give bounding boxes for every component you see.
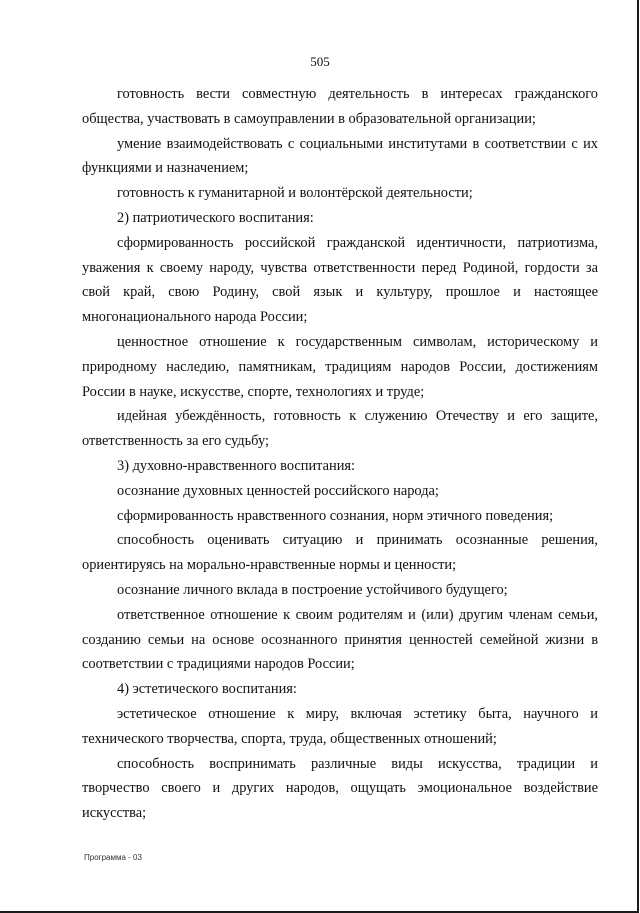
page-number: 505 [310, 54, 330, 69]
paragraph-sustainable-future: осознание личного вклада в построение устойчивого будущего; [117, 581, 508, 598]
paragraph-state-symbols: ценностное отношение к государственным символам, историческому и природному наследию, памятникам, традициям народов России, достижениям России в науке, искусстве, спорте, технологиях и труде; [82, 333, 598, 400]
paragraph-decision-making: способность оценивать ситуацию и принимать осознанные решения, ориентируясь на морально-нравственные нормы и ценности; [82, 532, 598, 574]
page-footer: Программа - 03 [84, 853, 142, 862]
paragraph-art-perception: способность воспринимать различные виды искусства, традиции и творчество своего и других народов, ощущать эмоциональное воздействие искусства; [82, 755, 598, 822]
paragraph-ideological-conviction: идейная убеждённость, готовность к служению Отечеству и его защите, ответственность за его судьбу; [82, 408, 598, 450]
section-heading-patriotic: 2) патриотического воспитания: [117, 209, 314, 226]
section-heading-spiritual-moral: 3) духовно-нравственного воспитания: [117, 457, 356, 474]
paragraph-spiritual-values: осознание духовных ценностей российского народа; [117, 482, 439, 499]
section-heading-aesthetic: 4) эстетического воспитания: [117, 681, 297, 698]
paragraph-family-values: ответственное отношение к своим родителям и (или) другим членам семьи, созданию семьи на основе осознанного принятия ценностей семейной жизни в соответствии с традициями народов России; [82, 606, 598, 673]
paragraph-social-institutions: умение взаимодействовать с социальными институтами в соответствии с их функциями и назначением; [82, 135, 598, 177]
document-body [82, 82, 598, 826]
paragraph-civic-activity: готовность вести совместную деятельность в интересах гражданского общества, участвовать в самоуправлении в образовательной организации; [82, 86, 598, 127]
paragraph-moral-consciousness: сформированность нравственного сознания, норм этичного поведения; [117, 507, 554, 524]
paragraph-civic-identity: сформированность российской гражданской идентичности, патриотизма, уважения к своему народу, чувства ответственности перед Родиной, гордости за свой край, свою Родину, свой язык и культуру, прошлое и настоящее многонационального народа России; [82, 234, 598, 326]
paragraph-aesthetic-attitude: эстетическое отношение к миру, включая эстетику быта, научного и технического творчества, спорта, труда, общественных отношений; [82, 705, 598, 747]
paragraph-volunteering: готовность к гуманитарной и волонтёрской деятельности; [117, 185, 473, 202]
